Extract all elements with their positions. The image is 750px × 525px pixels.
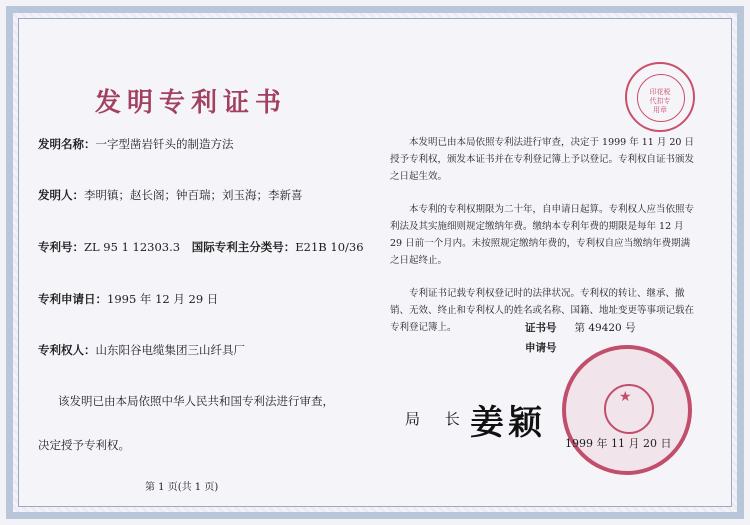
certificate-number-value: 第 49420 号 [574, 322, 636, 334]
right-paragraph-1: 本发明已由本局依照专利法进行审查，决定于 1999 年 11 月 20 日授予专利权，颁发本证书并在专利登记簿上予以登记。专利权自证书颁发之日起生效。 [390, 137, 695, 182]
right-paragraph-2: 本专利的专利权期限为二十年，自申请日起算。专利权人应当依照专利法及其实施细则规定缴纳年费。缴纳本专利年费的期限是每年 12 月 29 日前一个月内。未按照规定缴纳年费的，专利权自应当缴纳年费期满之日起终止。 [390, 204, 695, 266]
invention-name-value: 一字型凿岩钎头的制造方法 [95, 137, 234, 151]
director-signature: 姜颖 [470, 403, 546, 443]
patentee-label: 专利权人： [38, 343, 96, 357]
tax-stamp-seal [625, 62, 695, 132]
ipc-label: 国际专利主分类号： [191, 240, 296, 254]
inventors-value: 李明镇；赵长阁；钟百瑞；刘玉海；李新喜 [84, 188, 303, 202]
patent-office-seal [562, 345, 692, 475]
inventors-row [38, 187, 303, 203]
inventors-label: 发明人： [38, 188, 84, 202]
certificate-number-label: 证书号 [525, 322, 557, 334]
director-label: 局 长 [405, 410, 470, 428]
seal-text: 印花税代扣专用章 [649, 88, 671, 114]
page-footer: 第 1 页(共 1 页) [145, 482, 219, 493]
star-icon: ★ [619, 389, 632, 405]
filing-date-row [38, 291, 218, 307]
patentee-row [38, 342, 245, 358]
invention-name-row [38, 136, 234, 152]
left-statement-1: 该发明已由本局依照中华人民共和国专利法进行审查， [58, 394, 334, 408]
patent-number-row [38, 239, 364, 255]
application-number-row [525, 340, 557, 355]
certificate-number-row [525, 320, 636, 335]
issue-date: 1999 年 11 月 20 日 [565, 437, 672, 450]
ipc-value: E21B 10/36 [295, 240, 364, 254]
certificate-title: 发明专利证书 [95, 88, 288, 118]
invention-name-label: 发明名称： [38, 137, 96, 151]
filing-date-value: 1995 年 12 月 29 日 [107, 292, 219, 306]
right-paragraph-3: 专利证书记载专利权登记时的法律状况。专利权的转让、继承、撤销、无效、终止和专利权人的姓名或名称、国籍、地址变更等事项记载在专利登记簿上。 [390, 288, 695, 333]
patent-number-label: 专利号： [38, 240, 84, 254]
filing-date-label: 专利申请日： [38, 292, 107, 306]
application-number-label: 申请号 [525, 342, 557, 354]
patentee-value: 山东阳谷电缆集团三山纤具厂 [95, 343, 245, 357]
patent-number-value: ZL 95 1 12303.3 [84, 240, 181, 254]
left-statement-2: 决定授予专利权。 [38, 438, 130, 452]
